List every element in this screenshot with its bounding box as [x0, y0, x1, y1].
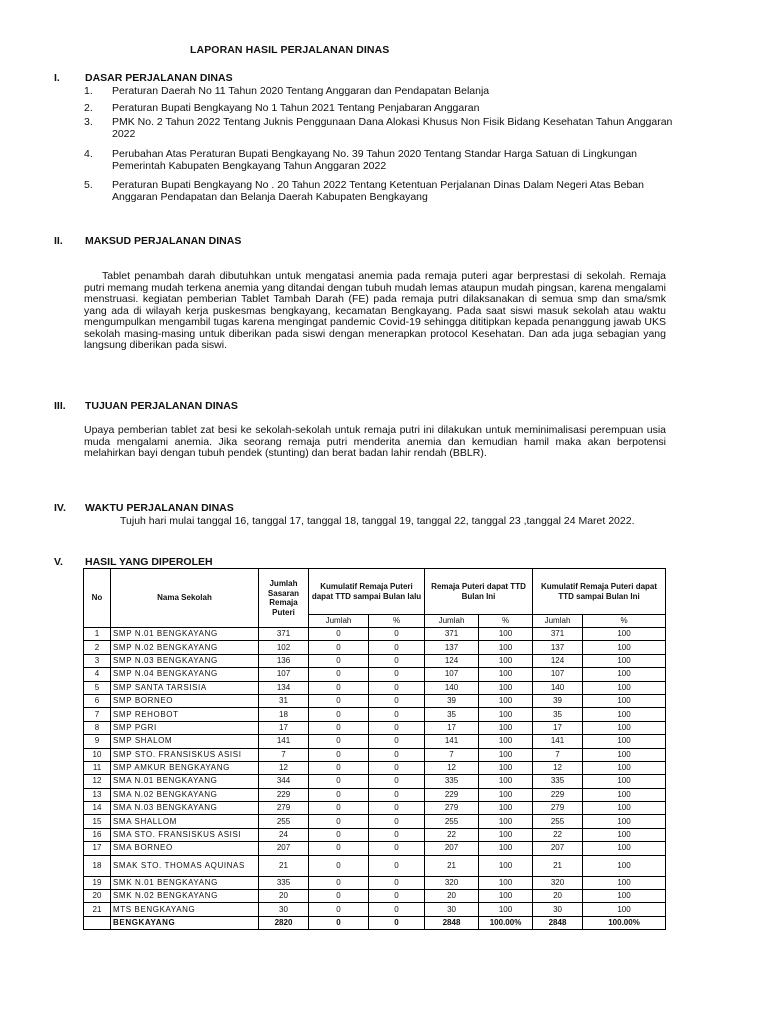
- cell-bulan-ini-jumlah: 12: [425, 761, 479, 774]
- cell-jumlah-sasaran: 371: [259, 628, 309, 641]
- cell-kum-lalu-jumlah: 0: [309, 668, 369, 681]
- subheader-jumlah: Jumlah: [309, 615, 369, 628]
- table-row: [84, 802, 666, 815]
- cell-kum-lalu-pct: 0: [369, 890, 425, 903]
- cell-no: 14: [84, 802, 111, 815]
- total-cell-jumlah-sasaran: 2820: [259, 916, 309, 929]
- cell-bulan-ini-pct: 100: [479, 828, 533, 841]
- cell-bulan-ini-pct: 100: [479, 641, 533, 654]
- cell-bulan-ini-jumlah: 371: [425, 628, 479, 641]
- item-number: 1.: [84, 85, 93, 97]
- cell-kum-ini-jumlah: 107: [533, 668, 583, 681]
- cell-bulan-ini-pct: 100: [479, 876, 533, 889]
- cell-bulan-ini-jumlah: 229: [425, 788, 479, 801]
- cell-jumlah-sasaran: 207: [259, 842, 309, 855]
- cell-nama-sekolah: MTS BENGKAYANG: [111, 903, 259, 916]
- cell-nama-sekolah: SMAK STO. THOMAS AQUINAS: [111, 855, 259, 876]
- cell-bulan-ini-jumlah: 137: [425, 641, 479, 654]
- total-cell-no: [84, 916, 111, 929]
- subheader-jumlah: Jumlah: [533, 615, 583, 628]
- cell-kum-lalu-pct: 0: [369, 775, 425, 788]
- cell-bulan-ini-jumlah: 124: [425, 654, 479, 667]
- table-row: [84, 815, 666, 828]
- cell-no: 4: [84, 668, 111, 681]
- cell-kum-ini-pct: 100: [583, 628, 666, 641]
- cell-bulan-ini-pct: 100: [479, 694, 533, 707]
- header-kumulatif-ini: Kumulatif Remaja Puteri dapat TTD sampai Bulan Ini: [533, 569, 666, 615]
- cell-bulan-ini-pct: 100: [479, 735, 533, 748]
- item-number: 3.: [84, 116, 93, 128]
- table-total-row: [84, 916, 666, 929]
- cell-jumlah-sasaran: 255: [259, 815, 309, 828]
- cell-bulan-ini-jumlah: 141: [425, 735, 479, 748]
- cell-bulan-ini-pct: 100: [479, 721, 533, 734]
- cell-no: 20: [84, 890, 111, 903]
- cell-kum-lalu-pct: 0: [369, 802, 425, 815]
- cell-no: 17: [84, 842, 111, 855]
- cell-kum-ini-pct: 100: [583, 890, 666, 903]
- cell-kum-ini-jumlah: 279: [533, 802, 583, 815]
- table-row: [84, 761, 666, 774]
- cell-bulan-ini-jumlah: 140: [425, 681, 479, 694]
- section-title: WAKTU PERJALANAN DINAS: [85, 502, 234, 514]
- cell-kum-ini-jumlah: 12: [533, 761, 583, 774]
- cell-nama-sekolah: SMP AMKUR BENGKAYANG: [111, 761, 259, 774]
- item-number: 5.: [84, 179, 93, 191]
- cell-jumlah-sasaran: 12: [259, 761, 309, 774]
- table-row: [84, 775, 666, 788]
- cell-nama-sekolah: SMA SHALLOM: [111, 815, 259, 828]
- waktu-paragraph: Tujuh hari mulai tanggal 16, tanggal 17, tanggal 18, tanggal 19, tanggal 22, tanggal 23 ,tanggal 24 Maret 2022.: [120, 515, 635, 527]
- item-number: 2.: [84, 102, 93, 114]
- cell-nama-sekolah: SMP SANTA TARSISIA: [111, 681, 259, 694]
- cell-no: 12: [84, 775, 111, 788]
- cell-no: 1: [84, 628, 111, 641]
- section-heading-2: [54, 235, 241, 247]
- cell-bulan-ini-pct: 100: [479, 775, 533, 788]
- section-title: MAKSUD PERJALANAN DINAS: [85, 235, 242, 247]
- cell-kum-ini-pct: 100: [583, 903, 666, 916]
- cell-kum-ini-pct: 100: [583, 855, 666, 876]
- cell-bulan-ini-pct: 100: [479, 855, 533, 876]
- header-kumulatif-lalu: Kumulatif Remaja Puteri dapat TTD sampai Bulan lalu: [309, 569, 425, 615]
- table-row: [84, 855, 666, 876]
- cell-kum-ini-jumlah: 22: [533, 828, 583, 841]
- cell-nama-sekolah: SMA BORNEO: [111, 842, 259, 855]
- cell-bulan-ini-pct: 100: [479, 681, 533, 694]
- cell-kum-lalu-jumlah: 0: [309, 694, 369, 707]
- cell-kum-ini-pct: 100: [583, 641, 666, 654]
- cell-kum-ini-jumlah: 371: [533, 628, 583, 641]
- cell-no: 13: [84, 788, 111, 801]
- section-number: I.: [54, 72, 60, 84]
- cell-nama-sekolah: SMA N.03 BENGKAYANG: [111, 802, 259, 815]
- cell-kum-lalu-pct: 0: [369, 748, 425, 761]
- cell-nama-sekolah: SMK N.01 BENGKAYANG: [111, 876, 259, 889]
- cell-kum-lalu-jumlah: 0: [309, 775, 369, 788]
- table-row: [84, 842, 666, 855]
- cell-bulan-ini-pct: 100: [479, 761, 533, 774]
- subheader-pct: %: [369, 615, 425, 628]
- cell-nama-sekolah: SMP N.02 BENGKAYANG: [111, 641, 259, 654]
- cell-jumlah-sasaran: 20: [259, 890, 309, 903]
- section-number: II.: [54, 235, 63, 247]
- cell-kum-lalu-pct: 0: [369, 761, 425, 774]
- table-row: [84, 748, 666, 761]
- total-cell-kum-ini-jumlah: 2848: [533, 916, 583, 929]
- document-title: LAPORAN HASIL PERJALANAN DINAS: [190, 44, 390, 56]
- cell-kum-ini-pct: 100: [583, 735, 666, 748]
- cell-kum-ini-pct: 100: [583, 721, 666, 734]
- cell-kum-lalu-jumlah: 0: [309, 842, 369, 855]
- cell-nama-sekolah: SMP REHOBOT: [111, 708, 259, 721]
- cell-bulan-ini-pct: 100: [479, 802, 533, 815]
- table-row: [84, 828, 666, 841]
- table-row: [84, 788, 666, 801]
- cell-kum-ini-jumlah: 124: [533, 654, 583, 667]
- header-nama-sekolah: Nama Sekolah: [111, 569, 259, 628]
- section-heading-4: [54, 502, 234, 514]
- table-row: [84, 890, 666, 903]
- cell-kum-lalu-pct: 0: [369, 735, 425, 748]
- cell-bulan-ini-pct: 100: [479, 903, 533, 916]
- cell-bulan-ini-pct: 100: [479, 748, 533, 761]
- item-text: Perubahan Atas Peraturan Bupati Bengkayang No. 39 Tahun 2020 Tentang Standar Harga Satuan di Lingkungan Pemerintah Kabupaten Bengkayang Tahun Anggaran 2022: [112, 148, 638, 172]
- cell-jumlah-sasaran: 7: [259, 748, 309, 761]
- cell-jumlah-sasaran: 107: [259, 668, 309, 681]
- item-text: PMK No. 2 Tahun 2022 Tentang Juknis Penggunaan Dana Alokasi Khusus Non Fisik Bidang Kesehatan Tahun Anggaran 2022: [112, 116, 673, 140]
- cell-kum-ini-jumlah: 137: [533, 641, 583, 654]
- section-title: DASAR PERJALANAN DINAS: [85, 72, 233, 84]
- cell-kum-ini-pct: 100: [583, 708, 666, 721]
- cell-bulan-ini-jumlah: 22: [425, 828, 479, 841]
- cell-kum-ini-jumlah: 39: [533, 694, 583, 707]
- cell-jumlah-sasaran: 17: [259, 721, 309, 734]
- header-jumlah-sasaran: Jumlah Sasaran Remaja Puteri: [259, 569, 309, 628]
- cell-kum-lalu-jumlah: 0: [309, 890, 369, 903]
- total-cell-bulan-ini-pct: 100.00%: [479, 916, 533, 929]
- table-row: [84, 903, 666, 916]
- cell-kum-lalu-jumlah: 0: [309, 735, 369, 748]
- cell-bulan-ini-jumlah: 207: [425, 842, 479, 855]
- cell-no: 9: [84, 735, 111, 748]
- cell-kum-ini-pct: 100: [583, 788, 666, 801]
- cell-kum-lalu-pct: 0: [369, 828, 425, 841]
- tujuan-paragraph: Upaya pemberian tablet zat besi ke sekolah-sekolah untuk remaja putri ini dilakukan untuk meminimalisasi perempuan usia muda mengalami anemia. Jika seorang remaja putri menderita anemia dan kemudian hamil maka akan berpotensi melahirkan bayi dengan tubuh pendek (stunting) dan berat badan lahir rendah (BBLR).: [84, 424, 666, 459]
- cell-bulan-ini-jumlah: 21: [425, 855, 479, 876]
- cell-kum-lalu-jumlah: 0: [309, 708, 369, 721]
- cell-no: 7: [84, 708, 111, 721]
- cell-kum-ini-pct: 100: [583, 748, 666, 761]
- cell-kum-lalu-jumlah: 0: [309, 815, 369, 828]
- cell-nama-sekolah: SMP N.01 BENGKAYANG: [111, 628, 259, 641]
- cell-nama-sekolah: SMK N.02 BENGKAYANG: [111, 890, 259, 903]
- cell-no: 8: [84, 721, 111, 734]
- cell-kum-lalu-pct: 0: [369, 815, 425, 828]
- table-row: [84, 668, 666, 681]
- cell-kum-lalu-jumlah: 0: [309, 855, 369, 876]
- cell-kum-ini-pct: 100: [583, 775, 666, 788]
- cell-kum-lalu-jumlah: 0: [309, 628, 369, 641]
- cell-no: 16: [84, 828, 111, 841]
- hasil-table: [83, 568, 666, 930]
- cell-kum-ini-jumlah: 7: [533, 748, 583, 761]
- cell-kum-ini-jumlah: 141: [533, 735, 583, 748]
- cell-nama-sekolah: SMA N.02 BENGKAYANG: [111, 788, 259, 801]
- cell-kum-lalu-jumlah: 0: [309, 788, 369, 801]
- cell-jumlah-sasaran: 30: [259, 903, 309, 916]
- cell-kum-ini-jumlah: 140: [533, 681, 583, 694]
- table-row: [84, 681, 666, 694]
- cell-nama-sekolah: SMP BORNEO: [111, 694, 259, 707]
- cell-no: 18: [84, 855, 111, 876]
- cell-jumlah-sasaran: 279: [259, 802, 309, 815]
- subheader-jumlah: Jumlah: [425, 615, 479, 628]
- cell-bulan-ini-pct: 100: [479, 654, 533, 667]
- subheader-pct: %: [583, 615, 666, 628]
- table-row: [84, 628, 666, 641]
- section-title: TUJUAN PERJALANAN DINAS: [85, 400, 238, 412]
- cell-kum-ini-pct: 100: [583, 876, 666, 889]
- dasar-item-1: [84, 86, 674, 98]
- cell-kum-ini-jumlah: 35: [533, 708, 583, 721]
- cell-kum-ini-jumlah: 30: [533, 903, 583, 916]
- cell-kum-lalu-pct: 0: [369, 681, 425, 694]
- cell-no: 11: [84, 761, 111, 774]
- cell-jumlah-sasaran: 344: [259, 775, 309, 788]
- cell-jumlah-sasaran: 136: [259, 654, 309, 667]
- cell-no: 10: [84, 748, 111, 761]
- cell-no: 2: [84, 641, 111, 654]
- table-row: [84, 654, 666, 667]
- cell-jumlah-sasaran: 31: [259, 694, 309, 707]
- cell-bulan-ini-jumlah: 39: [425, 694, 479, 707]
- section-heading-1: [54, 72, 233, 84]
- cell-bulan-ini-pct: 100: [479, 815, 533, 828]
- cell-bulan-ini-pct: 100: [479, 788, 533, 801]
- cell-jumlah-sasaran: 18: [259, 708, 309, 721]
- cell-kum-lalu-pct: 0: [369, 654, 425, 667]
- table-row: [84, 641, 666, 654]
- table-row: [84, 694, 666, 707]
- cell-bulan-ini-jumlah: 107: [425, 668, 479, 681]
- cell-kum-ini-pct: 100: [583, 668, 666, 681]
- cell-nama-sekolah: SMA STO. FRANSISKUS ASISI: [111, 828, 259, 841]
- cell-kum-lalu-jumlah: 0: [309, 654, 369, 667]
- cell-kum-ini-jumlah: 20: [533, 890, 583, 903]
- cell-nama-sekolah: SMP SHALOM: [111, 735, 259, 748]
- cell-bulan-ini-pct: 100: [479, 628, 533, 641]
- cell-no: 15: [84, 815, 111, 828]
- dasar-item-3: [84, 117, 674, 140]
- section-heading-3: [54, 400, 238, 412]
- cell-jumlah-sasaran: 102: [259, 641, 309, 654]
- total-cell-kum-lalu-jumlah: 0: [309, 916, 369, 929]
- cell-jumlah-sasaran: 24: [259, 828, 309, 841]
- cell-kum-lalu-pct: 0: [369, 694, 425, 707]
- cell-no: 6: [84, 694, 111, 707]
- cell-kum-ini-pct: 100: [583, 654, 666, 667]
- section-number: III.: [54, 400, 66, 412]
- cell-kum-lalu-jumlah: 0: [309, 876, 369, 889]
- cell-bulan-ini-jumlah: 35: [425, 708, 479, 721]
- cell-bulan-ini-jumlah: 20: [425, 890, 479, 903]
- subheader-pct: %: [479, 615, 533, 628]
- cell-kum-lalu-pct: 0: [369, 628, 425, 641]
- cell-jumlah-sasaran: 335: [259, 876, 309, 889]
- cell-no: 5: [84, 681, 111, 694]
- cell-no: 19: [84, 876, 111, 889]
- cell-kum-ini-jumlah: 335: [533, 775, 583, 788]
- cell-kum-ini-pct: 100: [583, 828, 666, 841]
- cell-nama-sekolah: SMP PGRI: [111, 721, 259, 734]
- cell-bulan-ini-pct: 100: [479, 842, 533, 855]
- cell-kum-ini-jumlah: 207: [533, 842, 583, 855]
- header-no: No: [84, 569, 111, 628]
- cell-kum-lalu-jumlah: 0: [309, 761, 369, 774]
- cell-kum-ini-pct: 100: [583, 681, 666, 694]
- cell-kum-lalu-pct: 0: [369, 708, 425, 721]
- total-cell-bulan-ini-jumlah: 2848: [425, 916, 479, 929]
- cell-bulan-ini-pct: 100: [479, 708, 533, 721]
- dasar-item-4: [84, 149, 674, 172]
- cell-kum-lalu-pct: 0: [369, 721, 425, 734]
- cell-bulan-ini-jumlah: 320: [425, 876, 479, 889]
- table-row: [84, 708, 666, 721]
- cell-bulan-ini-pct: 100: [479, 668, 533, 681]
- cell-kum-lalu-jumlah: 0: [309, 641, 369, 654]
- item-text: Peraturan Bupati Bengkayang No 1 Tahun 2021 Tentang Penjabaran Anggaran: [112, 102, 480, 114]
- cell-kum-ini-pct: 100: [583, 694, 666, 707]
- cell-no: 3: [84, 654, 111, 667]
- cell-kum-ini-jumlah: 17: [533, 721, 583, 734]
- cell-bulan-ini-jumlah: 17: [425, 721, 479, 734]
- table-row: [84, 721, 666, 734]
- cell-kum-lalu-pct: 0: [369, 876, 425, 889]
- cell-bulan-ini-jumlah: 255: [425, 815, 479, 828]
- cell-jumlah-sasaran: 134: [259, 681, 309, 694]
- cell-kum-lalu-jumlah: 0: [309, 802, 369, 815]
- cell-bulan-ini-jumlah: 30: [425, 903, 479, 916]
- cell-kum-ini-jumlah: 320: [533, 876, 583, 889]
- total-cell-kum-ini-pct: 100.00%: [583, 916, 666, 929]
- section-heading-5: [54, 556, 213, 568]
- section-title: HASIL YANG DIPEROLEH: [85, 556, 213, 568]
- cell-jumlah-sasaran: 141: [259, 735, 309, 748]
- cell-kum-ini-pct: 100: [583, 842, 666, 855]
- item-number: 4.: [84, 148, 93, 160]
- cell-kum-ini-jumlah: 255: [533, 815, 583, 828]
- header-bulan-ini: Remaja Puteri dapat TTD Bulan Ini: [425, 569, 533, 615]
- item-text: Peraturan Bupati Bengkayang No . 20 Tahun 2022 Tentang Ketentuan Perjalanan Dinas Dalam Negeri Atas Beban Anggaran Pendapatan dan Belanja Daerah Kabupaten Bengkayang: [112, 179, 644, 203]
- maksud-paragraph: Tablet penambah darah dibutuhkan untuk mengatasi anemia pada remaja puteri agar berprestasi di sekolah. Remaja putri memang mudah terkena anemia yang ditandai dengan tubuh mudah lemas ataupun mudah pingsan, karena mengalami menstruasi. kegiatan pemberian Tablet Tambah Darah (FE) pada remaja putri dilaksanakan di semua smp dan sma/smk yang ada di wilayah kerja puskesmas bengkayang, kecamatan Bengkayang. Pada saat siswi masuk sekolah atau waktu mengumpulkan mengambil tugas karena mengingat pandemic Covid-19 sehingga dititipkan kepada penanggung jawab UKS sekolah masing-masing untuk diberikan pada siswi dengan menerapkan protocol Kesehatan. Dan ada juga sebagian yang langsung diberikan pada siswi.: [84, 270, 666, 351]
- cell-jumlah-sasaran: 21: [259, 855, 309, 876]
- dasar-item-2: [84, 103, 674, 115]
- cell-nama-sekolah: SMP STO. FRANSISKUS ASISI: [111, 748, 259, 761]
- cell-no: 21: [84, 903, 111, 916]
- cell-kum-lalu-pct: 0: [369, 842, 425, 855]
- cell-nama-sekolah: SMP N.03 BENGKAYANG: [111, 654, 259, 667]
- cell-kum-lalu-jumlah: 0: [309, 828, 369, 841]
- cell-kum-lalu-jumlah: 0: [309, 721, 369, 734]
- item-text: Peraturan Daerah No 11 Tahun 2020 Tentang Anggaran dan Pendapatan Belanja: [112, 85, 490, 97]
- dasar-item-5: [84, 180, 674, 203]
- cell-kum-lalu-pct: 0: [369, 668, 425, 681]
- cell-kum-lalu-jumlah: 0: [309, 903, 369, 916]
- cell-kum-lalu-jumlah: 0: [309, 681, 369, 694]
- section-number: V.: [54, 556, 63, 568]
- cell-kum-lalu-pct: 0: [369, 641, 425, 654]
- cell-nama-sekolah: SMP N.04 BENGKAYANG: [111, 668, 259, 681]
- table-row: [84, 735, 666, 748]
- section-number: IV.: [54, 502, 66, 514]
- cell-kum-ini-pct: 100: [583, 802, 666, 815]
- cell-kum-lalu-pct: 0: [369, 855, 425, 876]
- cell-bulan-ini-pct: 100: [479, 890, 533, 903]
- cell-bulan-ini-jumlah: 335: [425, 775, 479, 788]
- cell-bulan-ini-jumlah: 7: [425, 748, 479, 761]
- total-cell-nama-sekolah: BENGKAYANG: [111, 916, 259, 929]
- cell-nama-sekolah: SMA N.01 BENGKAYANG: [111, 775, 259, 788]
- cell-kum-ini-pct: 100: [583, 761, 666, 774]
- cell-kum-lalu-pct: 0: [369, 903, 425, 916]
- cell-kum-ini-jumlah: 229: [533, 788, 583, 801]
- total-cell-kum-lalu-pct: 0: [369, 916, 425, 929]
- cell-kum-lalu-jumlah: 0: [309, 748, 369, 761]
- cell-jumlah-sasaran: 229: [259, 788, 309, 801]
- cell-bulan-ini-jumlah: 279: [425, 802, 479, 815]
- table-row: [84, 876, 666, 889]
- cell-kum-ini-pct: 100: [583, 815, 666, 828]
- cell-kum-ini-jumlah: 21: [533, 855, 583, 876]
- cell-kum-lalu-pct: 0: [369, 788, 425, 801]
